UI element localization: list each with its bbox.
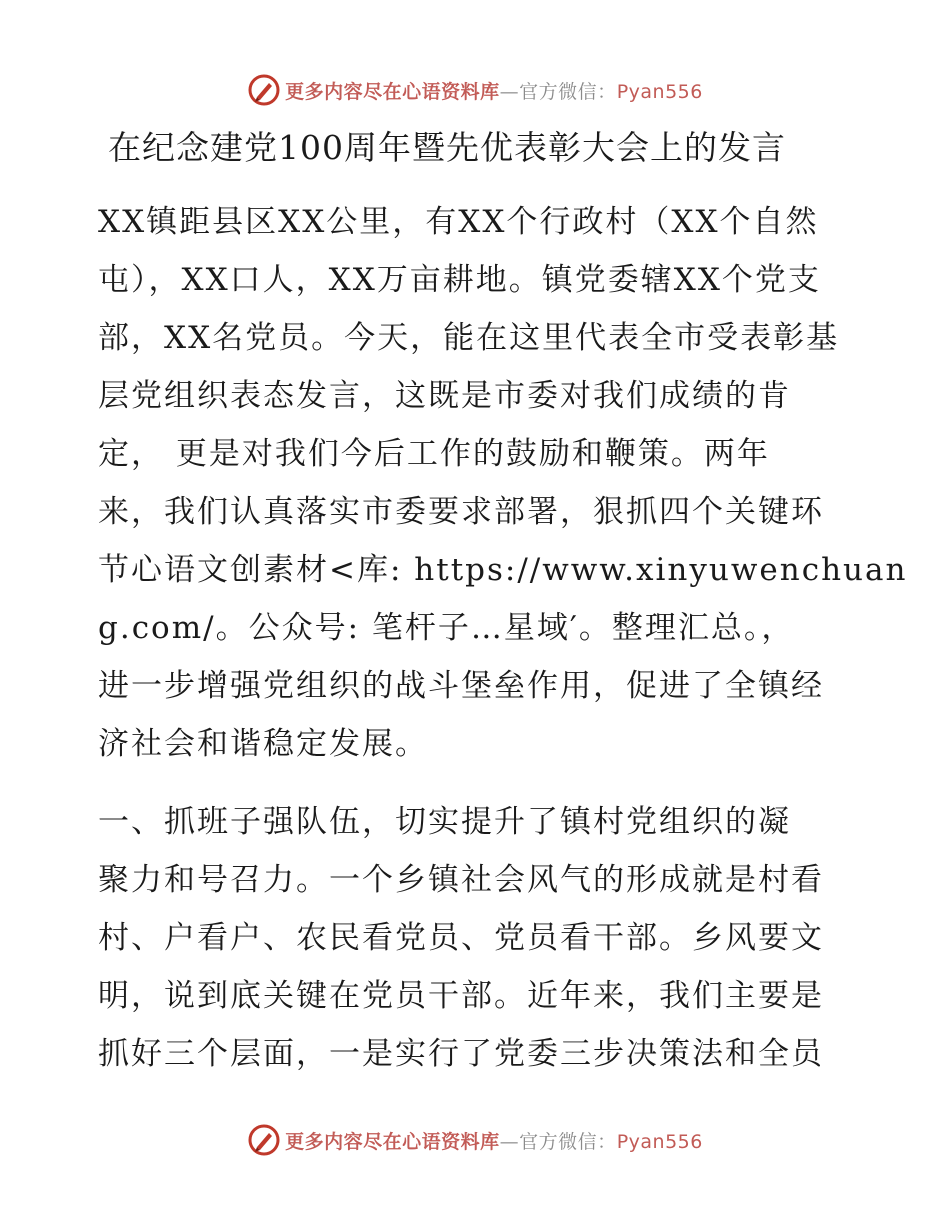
- watermark-dash: —: [499, 80, 520, 103]
- text-line: 定， 更是对我们今后工作的鼓励和鞭策。两年: [98, 436, 770, 472]
- pen-logo-icon: [247, 73, 281, 107]
- watermark-text: [285, 77, 703, 104]
- text-line: 一、抓班子强队伍，切实提升了镇村党组织的凝: [98, 804, 791, 840]
- text-line: XX镇距县区XX公里，有XX个行政村（XX个自然: [98, 204, 819, 240]
- document-title: 在纪念建党100周年暨先优表彰大会上的发言: [108, 128, 786, 167]
- text-line: g.com/。公众号: 笔杆子…星域′。整理汇总。，: [98, 610, 795, 646]
- pen-logo-icon: [247, 1123, 281, 1157]
- text-line: 济社会和谐稳定发展。: [98, 726, 428, 762]
- watermark-header: [0, 70, 950, 110]
- watermark-account: Pyan556: [616, 1130, 703, 1153]
- paragraph-section-one: [98, 793, 858, 1083]
- text-line: 聚力和号召力。一个乡镇社会风气的形成就是村看: [98, 862, 824, 898]
- watermark-official-label: 官方微信：: [519, 80, 617, 103]
- text-line: 村、户看户、农民看党员、党员看干部。乡风要文: [98, 920, 824, 956]
- watermark-official-label: 官方微信：: [519, 1130, 617, 1153]
- text-line: 节心语文创素材<库: https://www.xinyuwenchuan: [98, 552, 908, 588]
- text-line: 进一步增强党组织的战斗堡垒作用，促进了全镇经: [98, 668, 824, 704]
- text-line: 明，说到底关键在党员干部。近年来，我们主要是: [98, 978, 824, 1014]
- watermark-account: Pyan556: [616, 80, 703, 103]
- text-line: 部，XX名党员。今天，能在这里代表全市受表彰基: [98, 320, 840, 356]
- watermark-text: [285, 1127, 703, 1154]
- text-line: 抓好三个层面，一是实行了党委三步决策法和全员: [98, 1036, 824, 1072]
- paragraph-intro: [98, 193, 908, 773]
- watermark-dash: —: [499, 1130, 520, 1153]
- watermark-brand: 更多内容尽在心语资料库: [285, 1130, 500, 1153]
- watermark-footer: [0, 1120, 950, 1160]
- text-line: 屯），XX口人，XX万亩耕地。镇党委辖XX个党支: [98, 262, 821, 298]
- text-line: 来，我们认真落实市委要求部署，狠抓四个关键环: [98, 494, 824, 530]
- watermark-brand: 更多内容尽在心语资料库: [285, 80, 500, 103]
- text-line: 层党组织表态发言，这既是市委对我们成绩的肯: [98, 378, 791, 414]
